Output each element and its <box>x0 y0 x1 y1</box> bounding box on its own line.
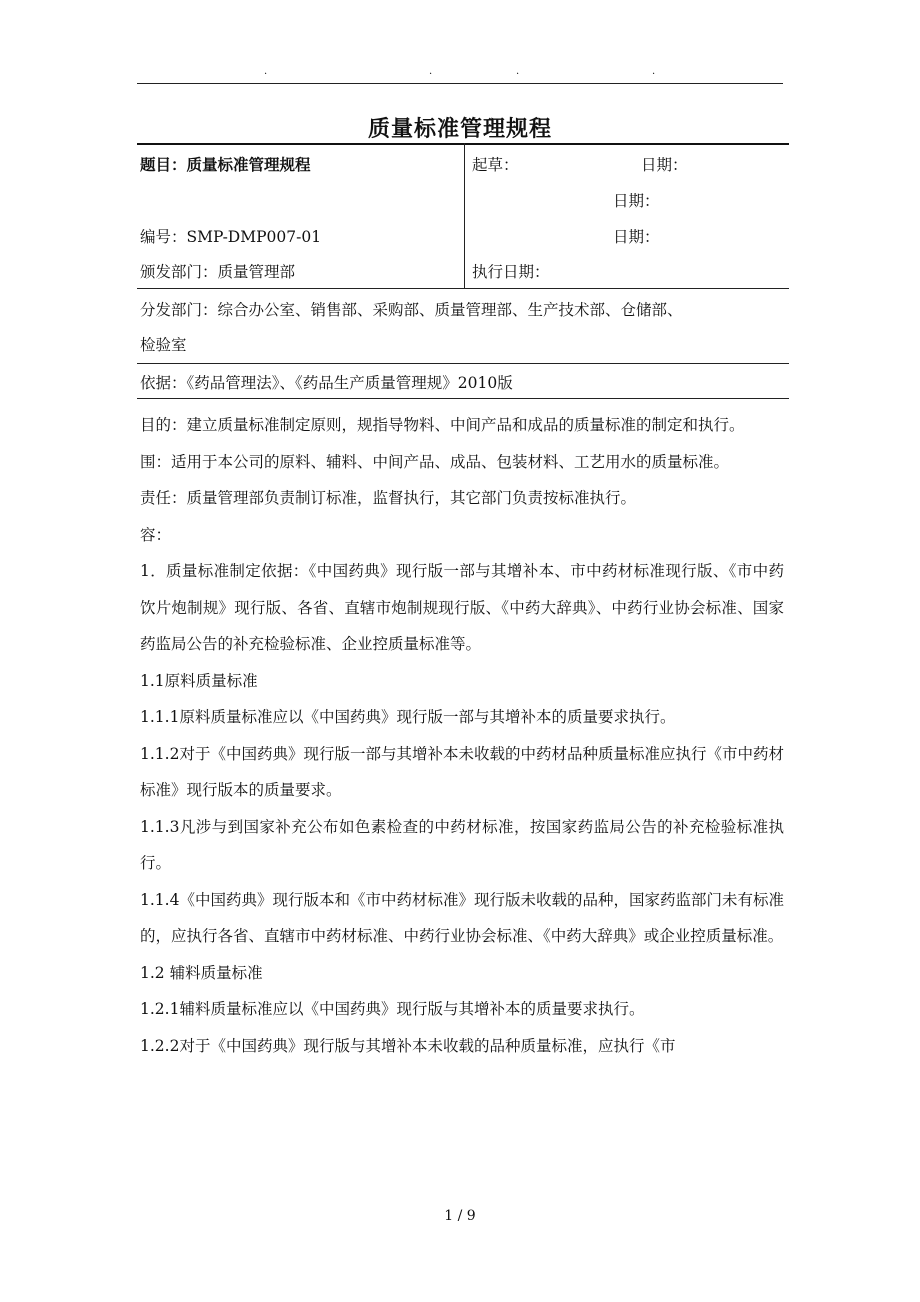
header-rule <box>137 83 783 84</box>
header-dot: . <box>652 66 656 77</box>
date-label: 日期： <box>613 192 660 210</box>
content-heading: 容： <box>140 525 172 544</box>
table-column-divider <box>464 143 465 288</box>
distribution-depts-cont: 检验室 <box>140 336 187 354</box>
draft-label: 起草： <box>472 156 519 174</box>
header-dot: . <box>516 66 520 77</box>
header-dot: . <box>264 66 268 77</box>
basis-line: 依据：《药品管理法》、《药品生产质量管理规》2010版 <box>140 374 513 392</box>
purpose-paragraph: 目的：建立质量标准制定原则，规指导物料、中间产品和成品的质量标准的制定和执行。 <box>140 416 745 434</box>
issuing-dept: 颁发部门：质量管理部 <box>140 263 296 281</box>
document-title: 质量标准管理规程 <box>367 116 552 142</box>
section-paragraph: 1.1.3凡涉与到国家补充公布如色素检查的中药材标准，按国家药监局公告的补充检验标准执行。 <box>140 817 784 872</box>
header-dot: . <box>429 66 433 77</box>
doc-number: 编号：SMP-DMP007-01 <box>140 228 322 246</box>
page-number: 1 / 9 <box>444 1208 476 1224</box>
date-label: 日期： <box>641 156 688 174</box>
subject-label: 题目：质量标准管理规程 <box>140 155 311 174</box>
info-table <box>137 143 789 364</box>
section-paragraph: 1.2.2对于《中国药典》现行版与其增补本未收载的品种质量标准，应执行《市 <box>140 1036 676 1055</box>
responsibility-paragraph: 责任：质量管理部负责制订标准，监督执行，其它部门负责按标准执行。 <box>140 489 637 507</box>
date-label: 日期： <box>613 228 660 246</box>
table-top-rule <box>137 143 789 145</box>
section-heading: 1.2 辅料质量标准 <box>140 963 263 982</box>
table-rule <box>137 363 789 364</box>
section-paragraph: 1.2.1辅料质量标准应以《中国药典》现行版与其增补本的质量要求执行。 <box>140 1000 645 1018</box>
body-text <box>140 407 784 1064</box>
section-paragraph: 1.1.2对于《中国药典》现行版一部与其增补本未收载的中药材品种质量标准应执行《市中药材标准》现行版本的质量要求。 <box>140 744 784 799</box>
header-dots <box>137 66 783 80</box>
distribution-depts: 分发部门：综合办公室、销售部、采购部、质量管理部、生产技术部、仓储部、 <box>140 301 683 319</box>
scope-paragraph: 围：适用于本公司的原料、辅料、中间产品、成品、包装材料、工艺用水的质量标准。 <box>140 452 730 471</box>
section-paragraph: 1．质量标准制定依据：《中国药典》现行版一部与其增补本、市中药材标准现行版、《市中药饮片炮制规》现行版、各省、直辖市炮制规现行版、《中药大辞典》、中药行业协会标准、国家药监局公告的补充检验标准、企业控质量标准等。 <box>140 562 784 653</box>
section-paragraph: 1.1.4《中国药典》现行版本和《市中药材标准》现行版未收载的品种，国家药监部门未有标准的，应执行各省、直辖市中药材标准、中药行业协会标准、《中药大辞典》或企业控质量标准。 <box>140 890 784 945</box>
section-paragraph: 1.1.1原料质量标准应以《中国药典》现行版一部与其增补本的质量要求执行。 <box>140 708 676 726</box>
section-heading: 1.1原料质量标准 <box>140 671 258 690</box>
table-bottom-rule <box>137 398 789 399</box>
table-rule <box>137 288 789 289</box>
effective-date-label: 执行日期： <box>472 263 550 281</box>
